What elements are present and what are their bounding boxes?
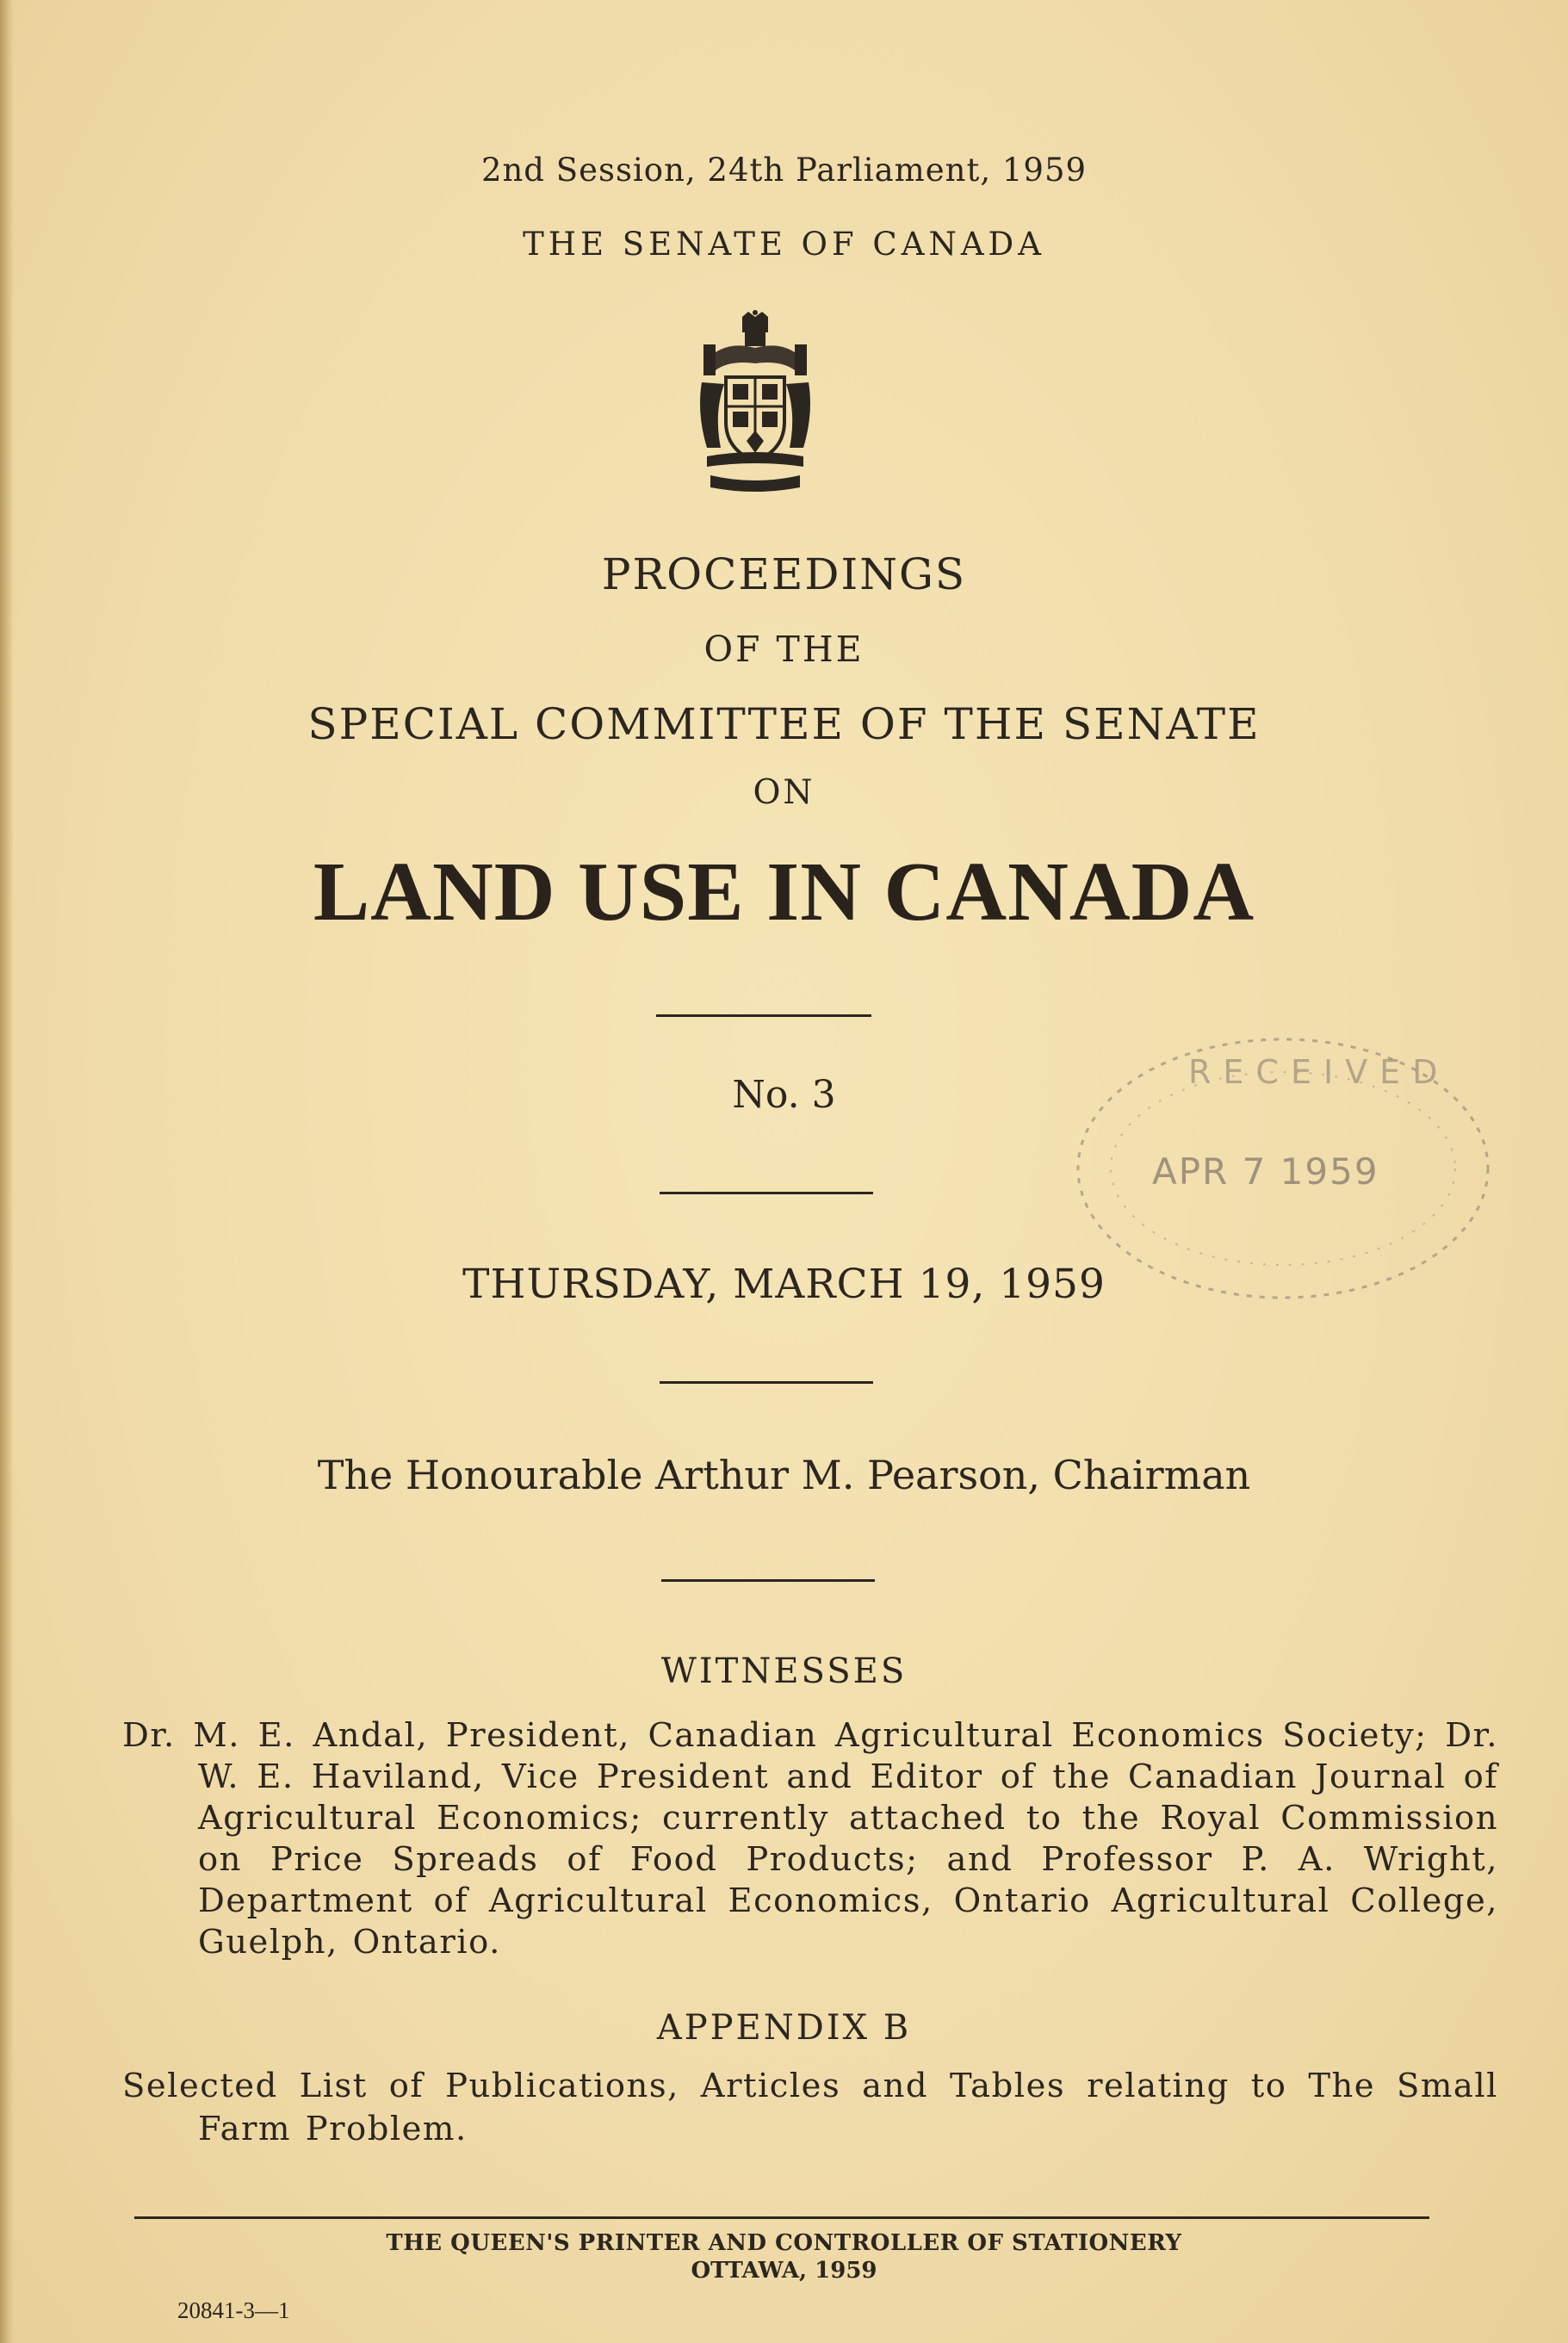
- stamp-received-text: RECEIVED: [1188, 1053, 1450, 1091]
- of-the-heading: OF THE: [703, 629, 865, 670]
- footer-rule: [134, 2216, 1429, 2219]
- printer-line: THE QUEEN'S PRINTER AND CONTROLLER OF STATIONERY: [386, 2230, 1182, 2256]
- witnesses-heading: WITNESSES: [660, 1652, 908, 1691]
- binding-edge: [0, 0, 14, 2343]
- divider-rule: [656, 1014, 871, 1017]
- main-title: LAND USE IN CANADA: [313, 846, 1255, 939]
- printer-city: OTTAWA, 1959: [691, 2258, 877, 2284]
- document-code: 20841-3—1: [177, 2297, 290, 2323]
- coat-of-arms-icon: [695, 310, 815, 495]
- chairman-line: The Honourable Arthur M. Pearson, Chairman: [317, 1452, 1251, 1498]
- proceedings-heading: PROCEEDINGS: [601, 549, 967, 599]
- committee-heading: SPECIAL COMMITTEE OF THE SENATE: [307, 699, 1261, 749]
- on-heading: ON: [753, 773, 815, 812]
- witnesses-text: Dr. M. E. Andal, President, Canadian Agricultural Economics Society; Dr. W. E. Haviland, Vice President and Editor of the Canadian Journal of Agricultural Economics; currently attached to the Royal Commission on Price Spreads of Food Products; and Professor P. A. Wright, Department of Agricultural Economics, Ontario Agricultural College, Guelph, Ontario.: [122, 1716, 1498, 1962]
- divider-rule: [661, 1579, 875, 1582]
- divider-rule: [660, 1381, 873, 1384]
- stamp-date: APR 7 1959: [1152, 1150, 1379, 1193]
- issue-number: No. 3: [732, 1073, 836, 1117]
- appendix-heading: APPENDIX B: [656, 2008, 912, 2048]
- issue-date: THURSDAY, MARCH 19, 1959: [462, 1261, 1106, 1308]
- divider-rule: [660, 1192, 873, 1194]
- session-line: 2nd Session, 24th Parliament, 1959: [480, 152, 1088, 189]
- senate-title: THE SENATE OF CANADA: [523, 226, 1045, 263]
- appendix-text: Selected List of Publications, Articles and Tables relating to The Small Farm Problem.: [122, 2067, 1498, 2148]
